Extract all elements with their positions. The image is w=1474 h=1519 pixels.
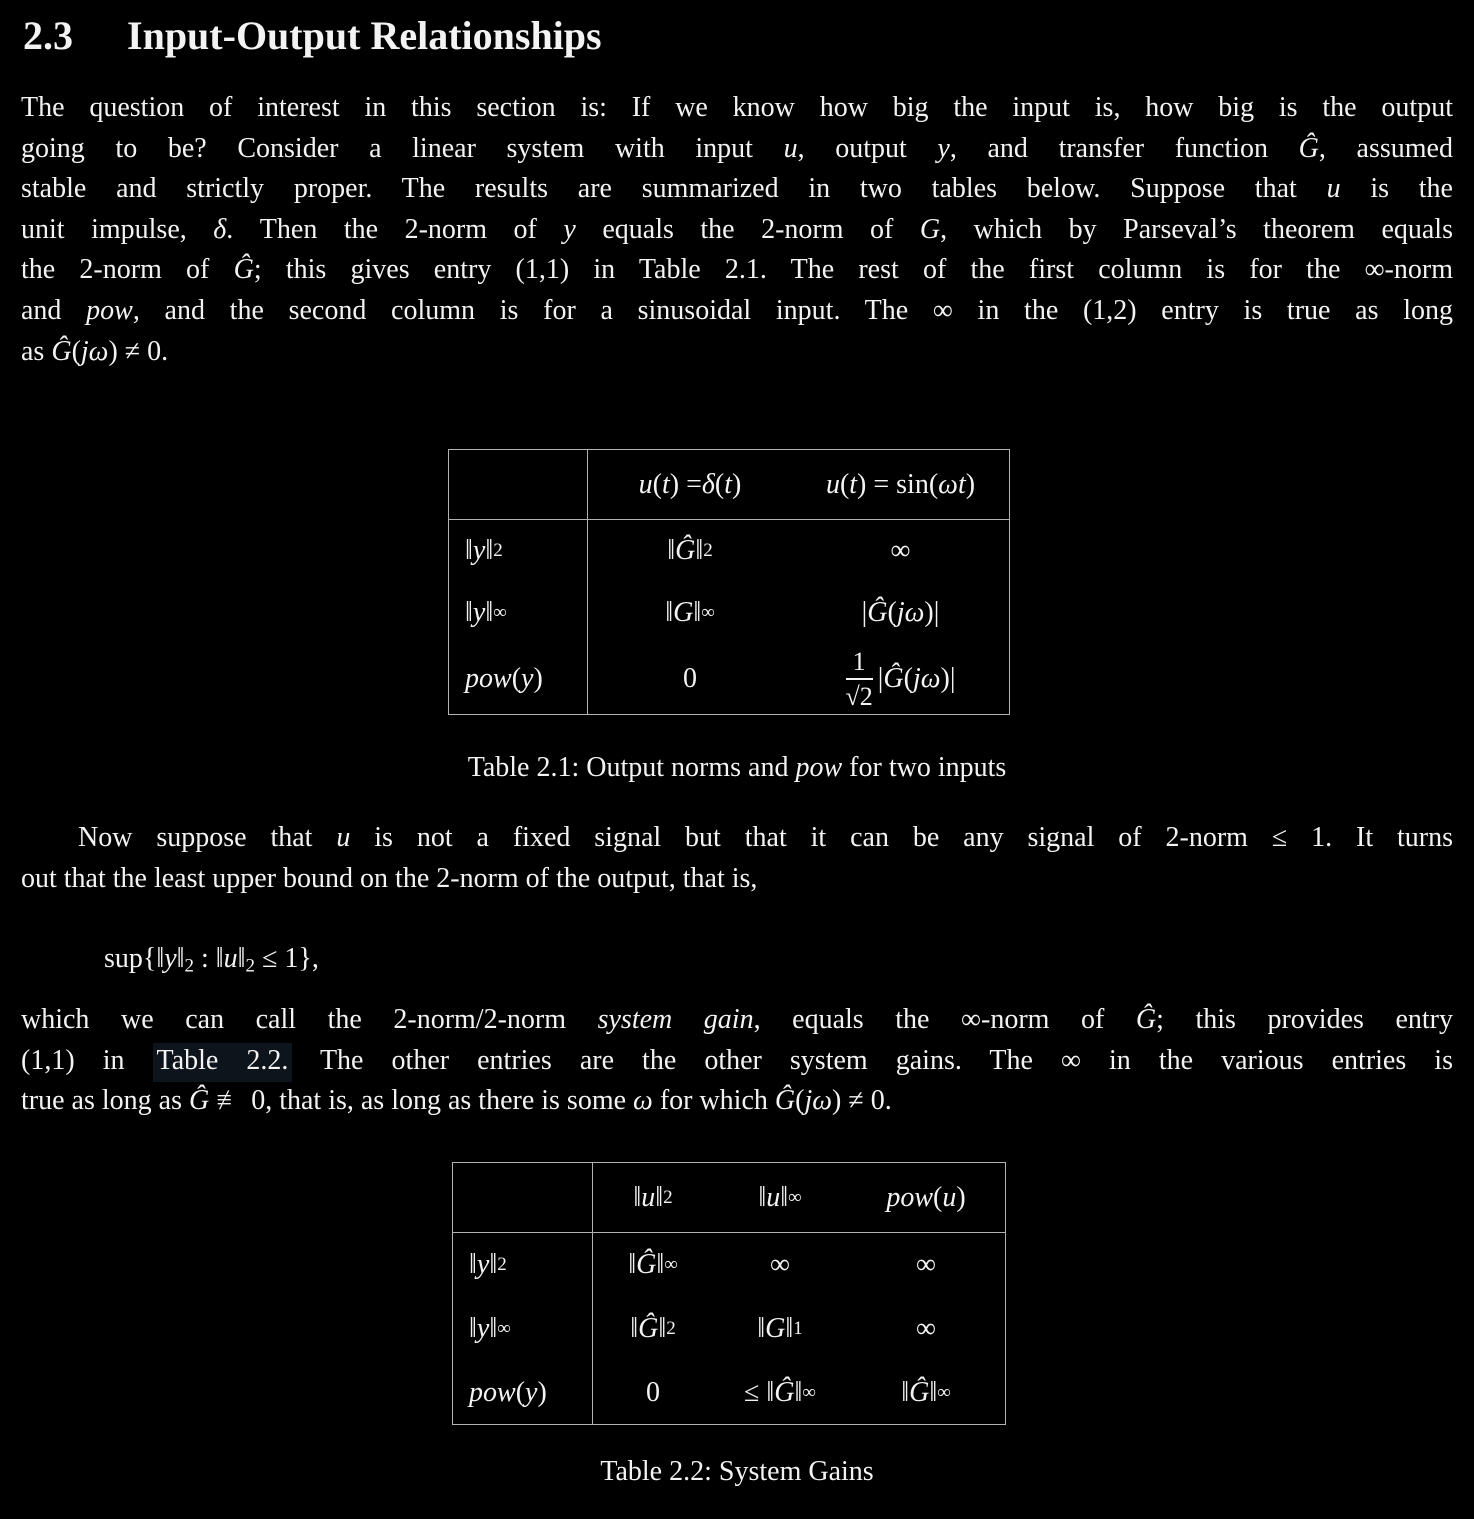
text-run: ‖ (628, 1249, 637, 1280)
table-cell (588, 520, 792, 582)
text-run: Now suppose that (78, 822, 337, 853)
text-run: Ĝ (233, 254, 254, 286)
text-run: ( (71, 335, 81, 367)
text-run: Ĝ (909, 1376, 930, 1408)
text-run: 2 (666, 1318, 676, 1339)
table-cell (847, 1233, 1005, 1297)
text-run: )| (940, 663, 956, 694)
text-run: δ (701, 468, 715, 500)
text-run: 2 (493, 540, 503, 561)
text-run: Ĝ (188, 1085, 210, 1117)
text-run: sup{‖ (104, 943, 165, 974)
table-cell (593, 1361, 713, 1424)
text-run: ‖ (785, 1313, 794, 1344)
text-run: system gain (597, 1004, 754, 1035)
text-run: Ĝ (883, 663, 904, 694)
text-run: y (472, 535, 486, 566)
table-2-2-caption (0, 1452, 1474, 1492)
text-run: ∞ (664, 1254, 678, 1275)
text-run: for two inputs (842, 752, 1007, 783)
text-run: δ (213, 213, 227, 245)
text-run: ‖ (780, 1181, 789, 1213)
text-run: ) = (669, 468, 702, 500)
table-cell (713, 1361, 847, 1424)
text-run: true as long as (21, 1085, 189, 1117)
text-run: out that the least upper bound on the 2-norm of the output, that is, (21, 862, 758, 894)
text-run: ‖ (758, 1181, 767, 1213)
table-col-header (792, 450, 1009, 520)
section-number: 2.3 (23, 13, 73, 58)
paragraph-3 (21, 1000, 1453, 1122)
text-run: )| (924, 597, 940, 628)
text-run: ∞ (770, 1249, 790, 1280)
table-row-label (449, 644, 588, 714)
text-run: ) (533, 663, 543, 694)
table-col-header (713, 1163, 847, 1233)
text-run: ‖ (665, 597, 674, 628)
text-run: ‖ (633, 1181, 642, 1213)
text-line (21, 291, 1453, 332)
text-run: t (849, 468, 858, 500)
text-run: ) = sin( (857, 468, 939, 500)
text-run: ‖ (655, 1181, 664, 1213)
text-run: Ĝ (51, 335, 72, 367)
text-line (21, 1041, 1453, 1082)
paragraph-1 (21, 88, 1453, 372)
text-run: u (223, 943, 238, 974)
text-run: unit impulse, (21, 213, 214, 245)
table-cell (593, 1233, 713, 1297)
text-run: ∞ (890, 535, 911, 566)
text-run: ‖ (658, 1313, 667, 1344)
text-run: 2 (703, 540, 713, 561)
table-cell (847, 1361, 1005, 1424)
text-run: ( (839, 468, 850, 500)
text-run: ‖ (469, 1313, 477, 1344)
table-cell (847, 1297, 1005, 1361)
text-run: ‖ (656, 1249, 665, 1280)
text-run: G (673, 597, 694, 628)
text-run: t (724, 468, 733, 500)
table-col-header (588, 450, 792, 520)
text-run: 2 (184, 955, 195, 977)
text-run: u (336, 822, 351, 853)
text-run: Ĝ (774, 1376, 795, 1408)
table-row-label (453, 1361, 593, 1424)
text-line (21, 129, 1453, 170)
text-run: ∞ (493, 602, 507, 623)
table-2-2 (452, 1162, 1006, 1425)
text-run: pow (86, 294, 133, 326)
text-run: ) (732, 468, 742, 500)
text-run: ‖ (485, 535, 494, 566)
text-run: ( (511, 663, 522, 694)
text-run: ( (903, 663, 913, 694)
text-run: y (476, 1249, 490, 1280)
text-line (21, 88, 1453, 129)
text-run: Ĝ (675, 535, 696, 566)
text-run: stable and strictly proper. The results are summarized in two tables below. Suppose that (21, 173, 1327, 205)
text-run: and (21, 294, 87, 326)
text-run: pow (795, 752, 843, 783)
table-cell (792, 644, 1009, 714)
text-line (21, 250, 1453, 291)
text-run: G (765, 1313, 786, 1344)
text-run: ‖ (176, 943, 185, 974)
text-run: y (476, 1313, 490, 1344)
text-run: ‖ (489, 1249, 498, 1280)
text-run: for which (652, 1085, 775, 1117)
text-run: 1 (793, 1318, 803, 1339)
table-corner-cell (449, 450, 588, 520)
table-cell (713, 1233, 847, 1297)
text-run: t (661, 468, 670, 500)
text-run: , which by Parseval’s theorem equals (940, 213, 1453, 245)
text-run: ; this provides entry (1156, 1004, 1453, 1035)
section-title: Input-Output Relationships (127, 13, 602, 58)
text-run: ) (537, 1376, 547, 1408)
equation-sup-norm (104, 936, 319, 990)
text-run: The other entries are the other system gains. The ∞ in the various entries is (292, 1044, 1453, 1076)
text-run: ‖ (693, 597, 702, 628)
table-row-label (449, 520, 588, 582)
text-run: , output (797, 132, 938, 164)
text-line (21, 859, 1453, 900)
text-run: u (942, 1181, 957, 1213)
text-run: jω (896, 597, 925, 628)
section-heading (23, 12, 602, 60)
text-run: ∞ (497, 1318, 511, 1339)
text-run: y (521, 663, 534, 694)
text-run: u (825, 468, 840, 500)
text-run: ) ≠ 0. (832, 1085, 892, 1117)
text-run: ∞ (916, 1249, 936, 1280)
text-run: ) (965, 468, 976, 500)
text-run: , assumed (1318, 132, 1453, 164)
text-run: equals the 2-norm of (575, 213, 920, 245)
table-row-label (453, 1297, 593, 1361)
text-run: ( (887, 597, 897, 628)
text-run: jω (804, 1085, 833, 1117)
table-row-label (449, 582, 588, 644)
text-run: ‖ (929, 1376, 938, 1408)
text-run: ∞ (701, 602, 715, 623)
text-run: . Then the 2-norm of (226, 213, 564, 245)
table-2-1 (448, 449, 1010, 715)
text-run: ≤ 1}, (255, 943, 319, 974)
text-run: ‖ (465, 535, 473, 566)
text-line (21, 169, 1453, 210)
text-run: y (164, 943, 177, 974)
table-2-2-link[interactable]: Table 2.2. (153, 1043, 293, 1082)
table-cell (588, 644, 792, 714)
text-run: jω (80, 335, 109, 367)
text-run: ( (795, 1085, 805, 1117)
table-col-header (593, 1163, 713, 1233)
text-run: 0 (683, 663, 697, 694)
paragraph-2 (21, 818, 1453, 899)
table-cell (792, 582, 1009, 644)
text-run: ) (956, 1181, 966, 1213)
table-cell (713, 1297, 847, 1361)
text-run: ∞ (802, 1381, 816, 1403)
text-run: The question of interest in this section is: If we know how big the input is, how big is the output (21, 92, 1453, 123)
table-cell (792, 520, 1009, 582)
text-run: G (919, 213, 941, 245)
text-run: , equals the ∞-norm of (753, 1004, 1136, 1035)
text-run: Ĝ (1298, 132, 1319, 164)
text-run: ‖ (630, 1313, 639, 1344)
text-run: Table 2.2: System Gains (600, 1456, 874, 1487)
text-run: ( (515, 1376, 526, 1408)
text-run: as (21, 335, 52, 367)
text-run: y (563, 213, 576, 245)
text-run: ( (714, 468, 725, 500)
text-run: ‖ (695, 535, 704, 566)
text-run: ‖ (757, 1313, 766, 1344)
text-run: | (861, 597, 868, 628)
text-run: ‖ (489, 1313, 498, 1344)
text-run: ‖ (237, 943, 246, 974)
text-run: pow (465, 663, 512, 694)
table-col-header (847, 1163, 1005, 1233)
text-run: y (937, 132, 950, 164)
text-run: the 2-norm of (21, 254, 234, 286)
text-run: (1,1) in (21, 1044, 153, 1076)
text-run: ( (652, 468, 662, 500)
text-run: ∞ (916, 1313, 936, 1344)
text-run: u (638, 468, 653, 500)
text-run: u (766, 1181, 781, 1213)
text-run: , and transfer function (949, 132, 1299, 164)
text-run: √2 (845, 682, 873, 711)
text-run: , and the second column is for a sinusoidal input. The ∞ in the (1,2) entry is true as long (132, 294, 1453, 326)
text-line (21, 210, 1453, 251)
text-run: is the (1340, 173, 1453, 205)
text-run: ‖ (469, 1249, 477, 1280)
text-run: pow (886, 1181, 934, 1213)
text-run: ‖ (485, 597, 494, 628)
text-run: is not a fixed signal but that it can be any signal of 2-norm ≤ 1. It turns (350, 822, 1454, 853)
table-cell (588, 582, 792, 644)
text-run: ≤ ‖ (744, 1376, 775, 1408)
text-run: | (877, 663, 884, 694)
text-run: Ĝ (1135, 1004, 1157, 1035)
text-run: ≢ 0, that is, as long as there is some (209, 1085, 634, 1117)
text-run: ) ≠ 0. (108, 335, 169, 367)
fraction (846, 648, 873, 711)
text-run: y (525, 1376, 538, 1408)
text-run: u (783, 132, 798, 164)
text-run: jω (912, 663, 941, 694)
table-2-1-caption (0, 748, 1474, 788)
text-run: Table 2.1: Output norms and (467, 752, 796, 783)
table-row-label (453, 1233, 593, 1297)
text-run: 1 (852, 646, 866, 676)
text-run: u (641, 1181, 656, 1213)
text-run: 2 (663, 1186, 673, 1208)
text-line (21, 1000, 1453, 1041)
text-run: ( (933, 1181, 943, 1213)
text-run: Ĝ (638, 1313, 659, 1344)
text-run: Ĝ (867, 597, 888, 628)
text-run: Ĝ (636, 1249, 657, 1280)
text-run: ‖ (465, 597, 473, 628)
text-line (21, 818, 1453, 859)
table-corner-cell (453, 1163, 593, 1233)
table-cell (593, 1297, 713, 1361)
text-run: pow (469, 1376, 516, 1408)
text-run: ∞ (937, 1381, 951, 1403)
text-run: Ĝ (774, 1085, 796, 1117)
text-run: going to be? Consider a linear system with input (21, 132, 784, 164)
text-line (21, 1081, 1453, 1122)
text-run: 0 (646, 1376, 660, 1408)
text-run: 2 (497, 1254, 507, 1275)
text-run: which we can call the 2-norm/2-norm (21, 1004, 598, 1035)
text-run: ‖ (901, 1376, 910, 1408)
text-run: ‖ (794, 1376, 803, 1408)
text-run: ∞ (788, 1186, 802, 1208)
text-run: : ‖ (194, 943, 224, 974)
text-run: u (1326, 173, 1341, 205)
text-run: 2 (245, 955, 256, 977)
text-run: ‖ (667, 535, 676, 566)
text-run: y (472, 597, 486, 628)
text-run: ωt (938, 468, 966, 500)
text-run: ω (633, 1085, 653, 1117)
text-run: ; this gives entry (1,1) in Table 2.1. The rest of the first column is for the ∞-norm (253, 254, 1453, 286)
text-line (21, 332, 1453, 373)
